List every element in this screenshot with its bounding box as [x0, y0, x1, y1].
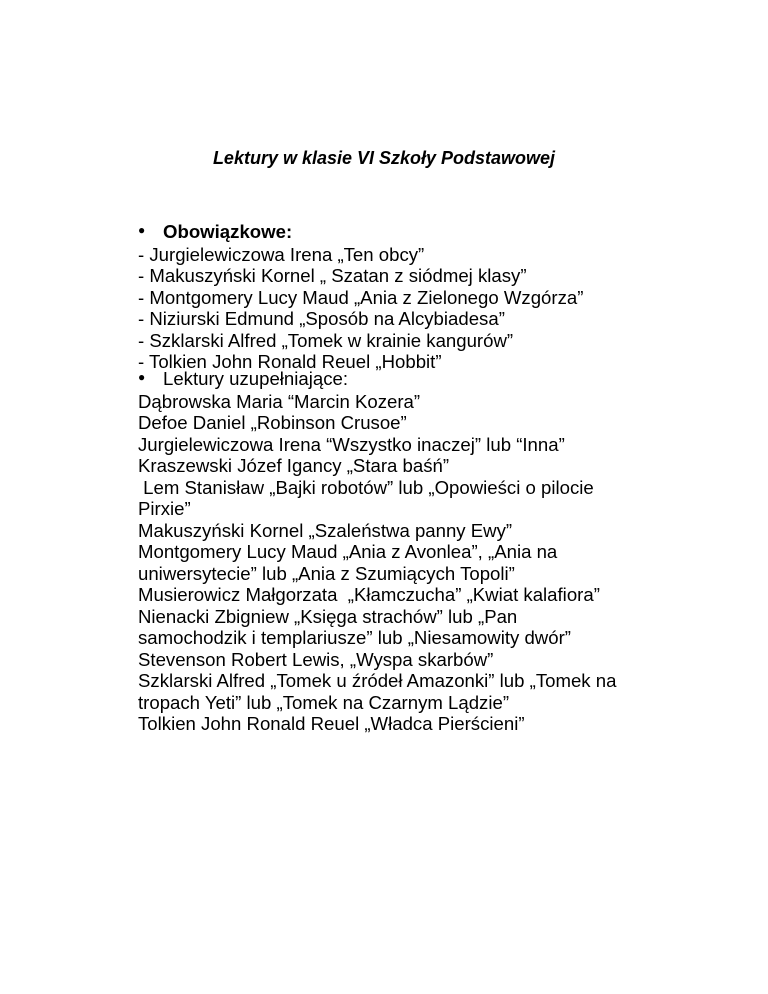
- supplementary-line: Montgomery Lucy Maud „Ania z Avonlea”, „Ania na: [138, 541, 558, 563]
- required-item: - Szklarski Alfred „Tomek w krainie kangurów”: [138, 329, 514, 351]
- supplementary-line: Kraszewski Józef Igancy „Stara baśń”: [138, 455, 450, 477]
- document-title: Lektury w klasie VI Szkoły Podstawowej: [212, 148, 556, 168]
- supplementary-line: Makuszyński Kornel „Szaleństwa panny Ewy”: [138, 519, 513, 541]
- supplementary-line: Tolkien John Ronald Reuel „Władca Pierścieni”: [138, 713, 525, 735]
- supplementary-heading-line: [138, 368, 698, 391]
- supplementary-line: Lem Stanisław „Bajki robotów” lub „Opowieści o pilocie: [138, 476, 594, 498]
- required-item: - Makuszyński Kornel „ Szatan z siódmej klasy”: [138, 265, 527, 287]
- bullet-icon: ●: [138, 223, 146, 238]
- supplementary-line: uniwersytecie” lub „Ania z Szumiących Topoli”: [138, 562, 515, 584]
- supplementary-line: tropach Yeti” lub „Tomek na Czarnym Lądzie”: [138, 691, 510, 713]
- supplementary-line: Jurgielewiczowa Irena “Wszystko inaczej” lub “Inna”: [138, 433, 565, 455]
- bullet-icon: ●: [138, 370, 146, 385]
- required-item: - Jurgielewiczowa Irena „Ten obcy”: [138, 243, 425, 265]
- required-heading: Obowiązkowe:: [163, 221, 293, 242]
- supplementary-line: Stevenson Robert Lewis, „Wyspa skarbów”: [138, 648, 494, 670]
- required-item: - Montgomery Lucy Maud „Ania z Zielonego Wzgórza”: [138, 286, 584, 308]
- supplementary-readings-section: [138, 368, 698, 735]
- supplementary-line: Musierowicz Małgorzata „Kłamczucha” „Kwiat kalafiora”: [138, 584, 600, 606]
- supplementary-line: Nienacki Zbigniew „Księga strachów” lub „Pan: [138, 605, 518, 627]
- required-item: - Niziurski Edmund „Sposób na Alcybiadesa”: [138, 308, 505, 330]
- supplementary-heading: Lektury uzupełniające:: [163, 368, 349, 389]
- required-readings-section: [138, 221, 698, 373]
- supplementary-line: Pirxie”: [138, 498, 191, 520]
- supplementary-line: samochodzik i templariusze” lub „Niesamowity dwór”: [138, 627, 571, 649]
- supplementary-line: Szklarski Alfred „Tomek u źródeł Amazonki” lub „Tomek na: [138, 670, 617, 692]
- supplementary-line: Dąbrowska Maria “Marcin Kozera”: [138, 390, 421, 412]
- supplementary-line: Defoe Daniel „Robinson Crusoe”: [138, 412, 407, 434]
- required-item: - Tolkien John Ronald Reuel „Hobbit”: [138, 351, 442, 373]
- required-heading-line: [138, 221, 698, 244]
